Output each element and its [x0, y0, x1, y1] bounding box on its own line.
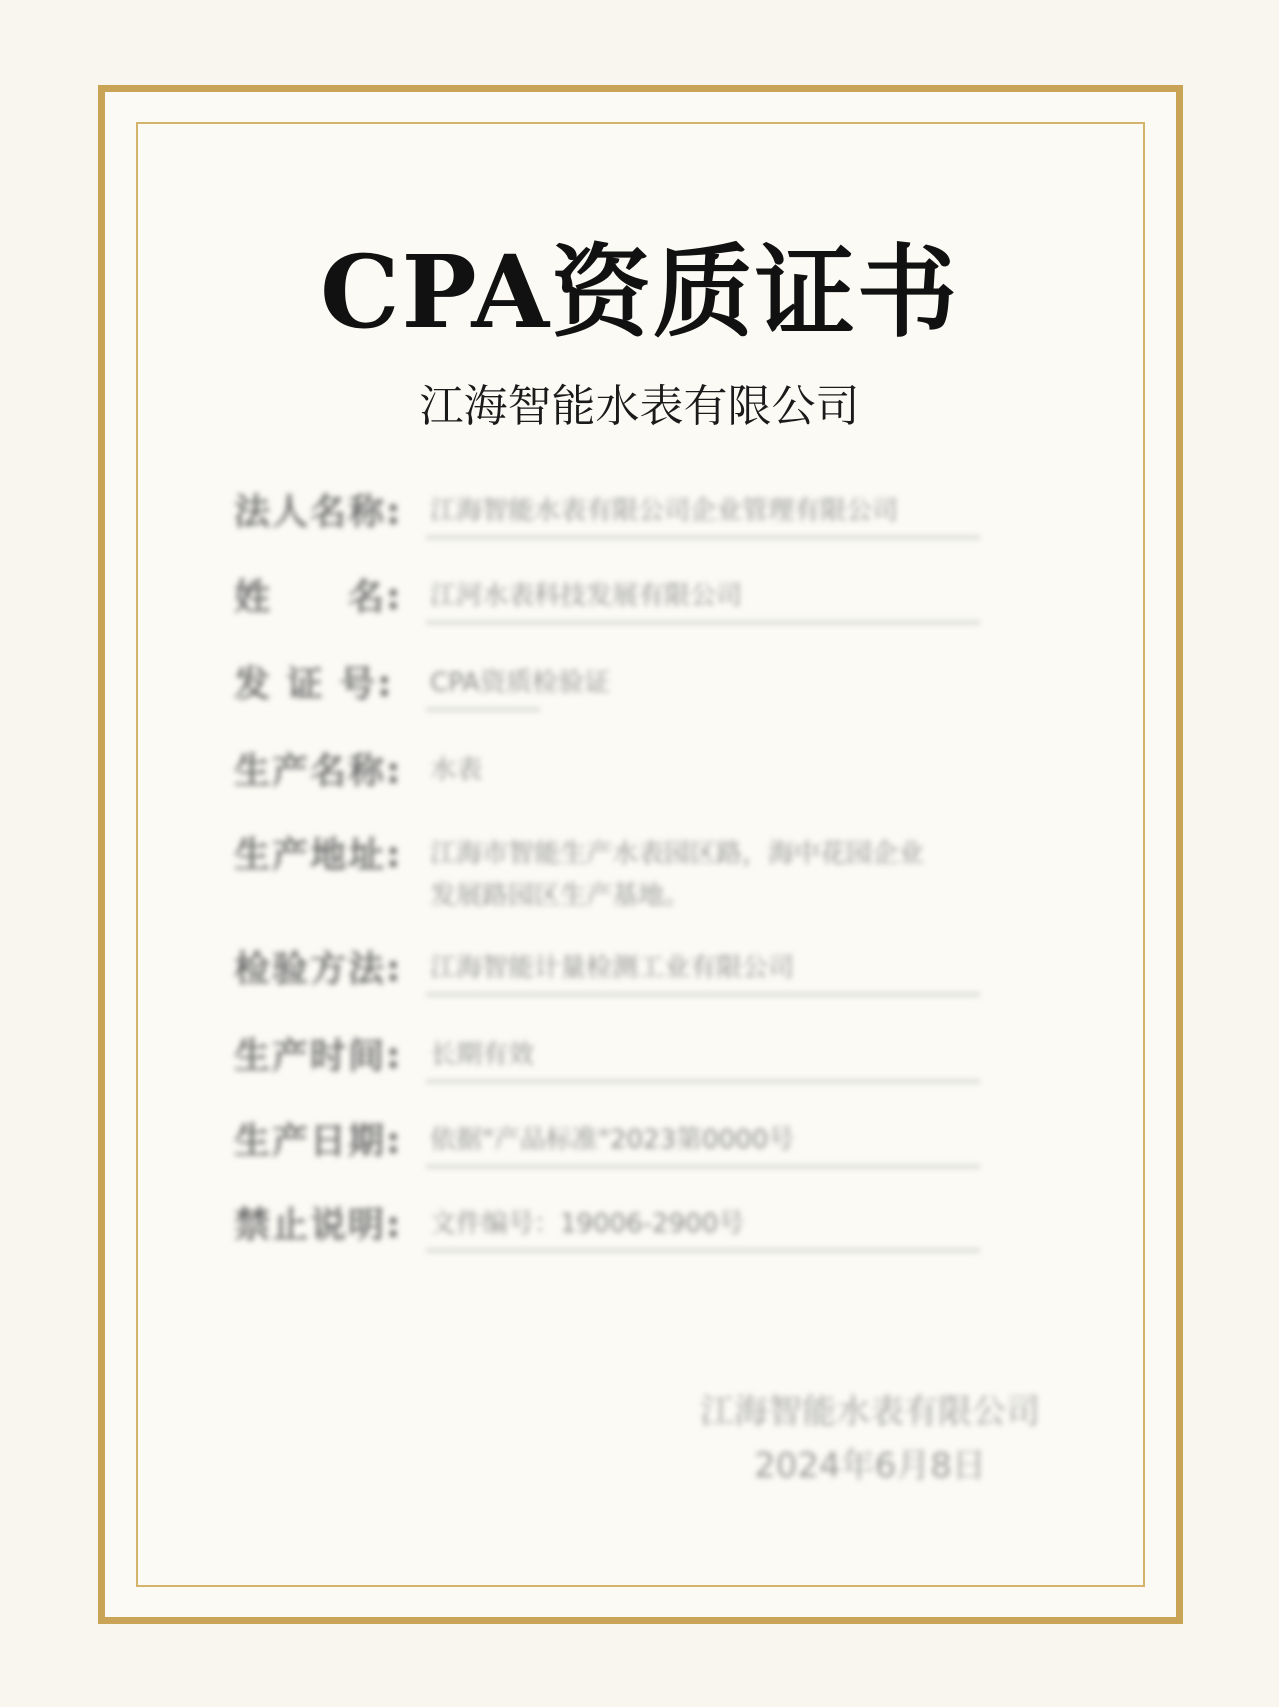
- field-label: 生产名称:: [234, 751, 403, 792]
- field-value: 依据"产品标准"2023第0000号: [430, 1125, 795, 1155]
- field-label: 法人名称:: [234, 492, 403, 533]
- field-row: [234, 1197, 980, 1257]
- field-row: [234, 1028, 980, 1088]
- underline: [426, 1249, 980, 1252]
- certificate-title: CPA资质证书: [319, 233, 960, 351]
- field-label: 姓 名:: [234, 577, 403, 618]
- underline: [426, 1165, 980, 1168]
- field-value: CPA资质检验证: [430, 668, 610, 698]
- field-value: 文件编号：19006-2900号: [430, 1209, 745, 1239]
- underline: [426, 621, 980, 624]
- field-value-continued: 发展路园区生产基地。: [430, 881, 691, 911]
- field-label: 检验方法:: [234, 949, 403, 990]
- field-label: 发 证 号:: [234, 664, 394, 705]
- field-value: 江河水表科技发展有限公司: [430, 581, 743, 611]
- underline: [426, 1080, 980, 1083]
- issuer-name: 江海智能水表有限公司: [700, 1392, 1040, 1432]
- field-row: [234, 941, 980, 1001]
- issue-date: 2024年6月8日: [754, 1446, 986, 1486]
- company-name: 江海智能水表有限公司: [419, 381, 860, 432]
- field-value: 江海智能计量检测工业有限公司: [430, 953, 795, 983]
- field-row: [234, 569, 980, 629]
- underline: [426, 993, 980, 996]
- field-row: [234, 1113, 980, 1173]
- field-label: 生产地址:: [234, 835, 403, 876]
- field-value: 江海市智能生产水表园区路，海中花园企业: [430, 839, 925, 869]
- field-label: 禁止说明:: [234, 1205, 403, 1246]
- underline: [426, 708, 540, 711]
- field-value: 长期有效: [430, 1040, 535, 1070]
- field-value: 水表: [430, 755, 483, 785]
- field-label: 生产日期:: [234, 1121, 403, 1162]
- field-row: [234, 656, 980, 716]
- field-value: 江海智能水表有限公司企业管理有限公司: [430, 496, 899, 526]
- field-row: [234, 484, 980, 544]
- field-row: [234, 827, 980, 927]
- underline: [426, 536, 980, 539]
- field-row: [234, 743, 980, 803]
- field-label: 生产时间:: [234, 1036, 403, 1077]
